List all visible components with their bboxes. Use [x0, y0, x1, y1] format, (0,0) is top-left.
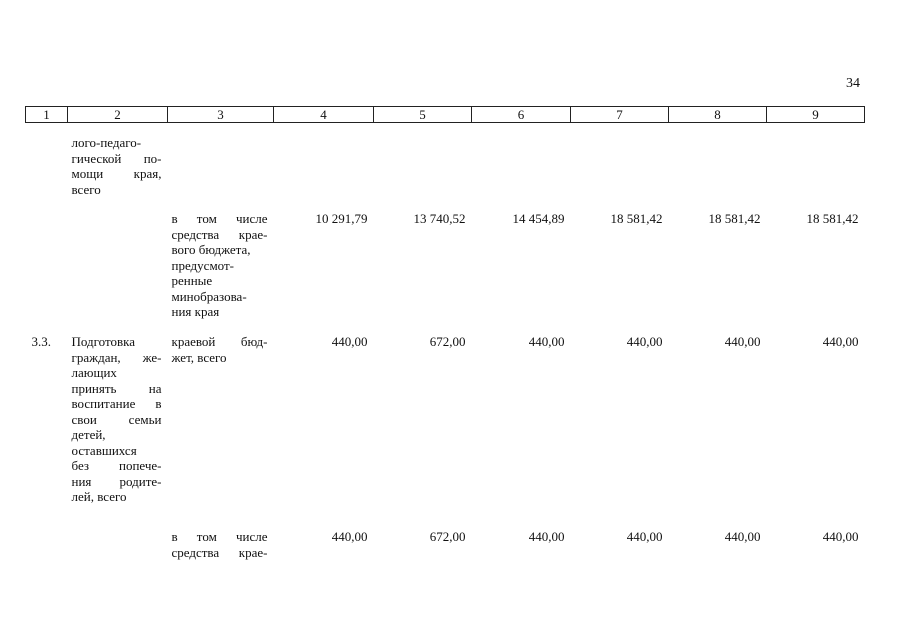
table-row: [26, 519, 865, 560]
source-line: средства крае-: [171, 226, 268, 242]
value-cell: 440,00: [724, 334, 761, 349]
column-header: 2: [68, 107, 168, 123]
column-header: 1: [26, 107, 68, 123]
name-line: всего: [71, 181, 101, 197]
column-header: 3: [168, 107, 274, 123]
value-cell: 14 454,89: [512, 211, 565, 226]
value-cell: [767, 123, 865, 202]
value-cell: 18 581,42: [806, 211, 859, 226]
funding-source: [168, 519, 274, 560]
name-line: принять на: [71, 380, 162, 396]
value-cell: [571, 123, 669, 202]
value-cell: 440,00: [331, 529, 368, 544]
column-header: 6: [472, 107, 571, 123]
row-index: [26, 201, 68, 324]
source-line: вого бюджета,: [171, 242, 251, 257]
name-line: гической по-: [71, 150, 162, 166]
source-line: минобразова-: [171, 288, 247, 304]
source-line: краевой бюд-: [171, 334, 268, 349]
value-cell: 672,00: [429, 529, 466, 544]
table-header-row: [26, 107, 865, 123]
value-cell: 440,00: [724, 529, 761, 544]
source-line: ренные: [171, 273, 213, 288]
column-header: 5: [374, 107, 472, 123]
value-cell: 440,00: [626, 529, 663, 544]
page-number: 34: [846, 76, 860, 91]
name-line: граждан, же-: [71, 349, 162, 365]
budget-table: [25, 106, 865, 560]
value-cell: [374, 123, 472, 202]
value-cell: 672,00: [429, 334, 466, 349]
value-cell: 440,00: [822, 334, 859, 349]
name-line: без попече-: [71, 458, 162, 473]
funding-source: [168, 201, 274, 324]
name-line: лей, всего: [71, 489, 127, 504]
column-header: 9: [767, 107, 865, 123]
value-cell: 18 581,42: [708, 211, 761, 226]
name-line: детей,: [71, 427, 106, 442]
value-cell: 18 581,42: [610, 211, 663, 226]
row-index: [26, 519, 68, 560]
row-name: [68, 123, 168, 202]
value-cell: 10 291,79: [315, 211, 368, 226]
row-index: 3.3.: [31, 334, 51, 349]
table-row: [26, 324, 865, 519]
table-row: [26, 201, 865, 324]
row-name: [68, 519, 168, 560]
table-row: [26, 123, 865, 202]
name-line: ния родите-: [71, 473, 162, 489]
column-header: 8: [669, 107, 767, 123]
name-line: свои семьи: [71, 411, 162, 427]
row-name: [68, 324, 168, 519]
row-index: [26, 123, 68, 202]
source-line: ния края: [171, 304, 220, 319]
column-header: 7: [571, 107, 669, 123]
value-cell: 440,00: [528, 529, 565, 544]
value-cell: [472, 123, 571, 202]
source-line: средства крае-: [171, 544, 268, 560]
source-line: жет, всего: [171, 349, 227, 365]
name-line: Подготовка: [71, 334, 136, 349]
source-line: в том числе: [171, 211, 268, 226]
value-cell: 440,00: [331, 334, 368, 349]
value-cell: [274, 123, 374, 202]
funding-source: [168, 324, 274, 519]
value-cell: 440,00: [528, 334, 565, 349]
row-name: [68, 201, 168, 324]
name-line: оставшихся: [71, 442, 137, 458]
name-line: воспитание в: [71, 396, 162, 411]
name-line: лого-педаго-: [71, 135, 142, 150]
source-line: в том числе: [171, 529, 268, 544]
name-line: мощи края,: [71, 166, 162, 181]
value-cell: [669, 123, 767, 202]
funding-source: [168, 123, 274, 202]
source-line: предусмот-: [171, 257, 235, 273]
value-cell: 440,00: [822, 529, 859, 544]
column-header: 4: [274, 107, 374, 123]
value-cell: 13 740,52: [413, 211, 466, 226]
value-cell: 440,00: [626, 334, 663, 349]
name-line: лающих: [71, 365, 117, 380]
